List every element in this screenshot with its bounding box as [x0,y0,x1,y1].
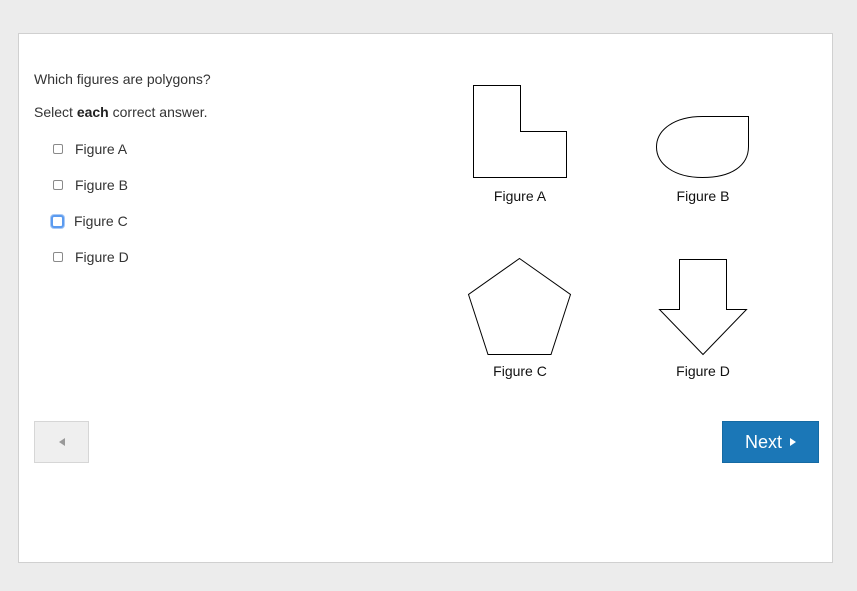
question-card [18,33,833,563]
option-label: Figure C [74,213,128,229]
checkbox-figure-b[interactable] [53,180,63,190]
figure-d-label: Figure D [676,363,730,379]
instruction-text [34,103,208,121]
checkbox-figure-a[interactable] [53,144,63,154]
option-label: Figure A [75,141,128,157]
option-figure-d[interactable] [52,247,129,267]
triangle-right-icon [790,438,796,446]
question-text: Which figures are polygons? [34,71,211,87]
next-button[interactable] [722,421,819,463]
figure-b-label: Figure B [676,188,730,204]
answer-options [52,139,129,283]
figure-a-label: Figure A [493,188,547,204]
previous-button[interactable] [34,421,89,463]
option-figure-c[interactable] [52,211,129,231]
figure-d-arrow [659,259,748,356]
figure-a-l-shape [473,85,568,179]
figure-c-label: Figure C [493,363,547,379]
option-figure-b[interactable] [52,175,129,195]
instruction-bold: each [76,104,109,120]
figure-b-curved-shape [656,116,750,180]
instruction-prefix: Select [34,104,77,120]
figure-c-pentagon [468,258,572,356]
checkbox-figure-c[interactable] [51,215,64,228]
instruction-suffix: correct answer. [108,104,208,120]
option-label: Figure B [75,177,128,193]
triangle-left-icon [59,438,65,446]
checkbox-figure-d[interactable] [53,252,63,262]
option-label: Figure D [75,249,129,265]
option-figure-a[interactable] [52,139,129,159]
next-button-label: Next [744,431,782,452]
